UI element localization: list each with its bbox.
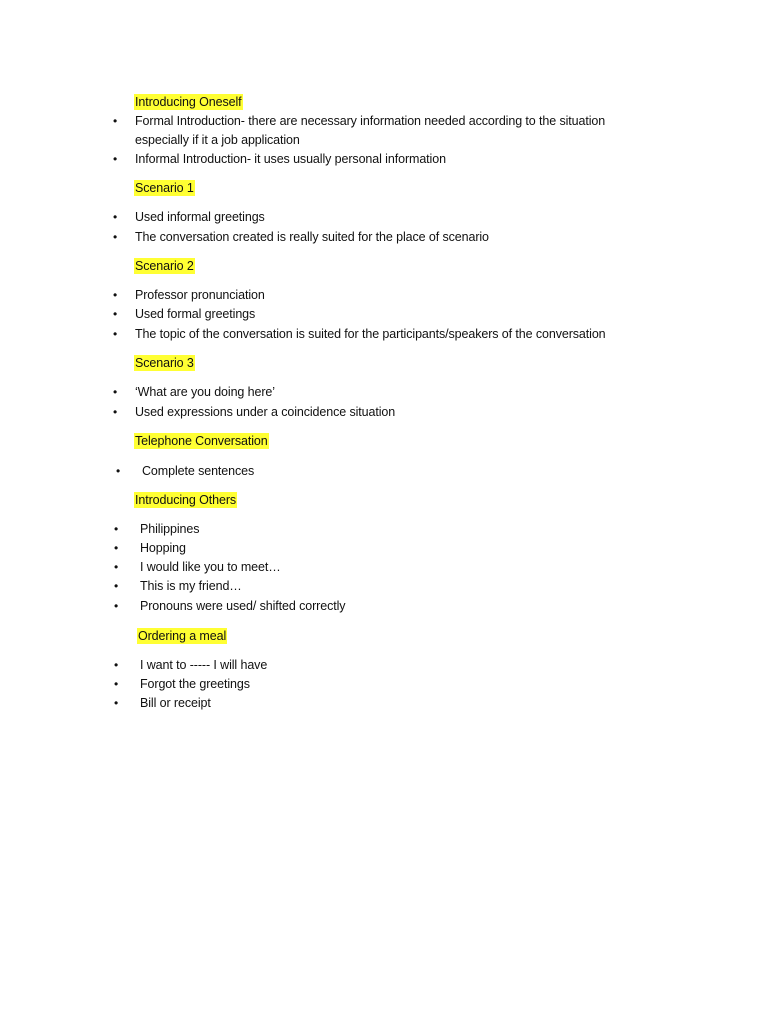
section-heading-introducing-others: Introducing Others [135, 493, 237, 507]
list-item-text: This is my friend… [140, 579, 242, 593]
bullet-icon: • [114, 522, 119, 536]
list-item-text: Formal Introduction- there are necessary information needed according to the situation [135, 114, 606, 128]
list-item-text: Forgot the greetings [140, 677, 250, 691]
bullet-icon: • [114, 579, 119, 593]
bullet-icon: • [113, 210, 118, 224]
bullet-icon: • [113, 385, 118, 399]
list-item-text: Used informal greetings [135, 210, 265, 224]
list-item-text: Philippines [140, 522, 200, 536]
list-item-text: Hopping [140, 541, 186, 555]
bullet-icon: • [113, 114, 118, 128]
list-item-text: Pronouns were used/ shifted correctly [140, 599, 346, 613]
list-item-text: I want to ----- I will have [140, 658, 268, 672]
section-heading-scenario-2: Scenario 2 [135, 259, 194, 273]
bullet-icon: • [113, 307, 118, 321]
list-item-text: Used expressions under a coincidence situation [135, 405, 396, 419]
list-item-text: Bill or receipt [140, 696, 211, 710]
list-item-text: Professor pronunciation [135, 288, 265, 302]
list-item-text: I would like you to meet… [140, 560, 281, 574]
bullet-icon: • [113, 405, 118, 419]
bullet-icon: • [114, 541, 119, 555]
list-item-text: Complete sentences [142, 464, 255, 478]
bullet-icon: • [116, 464, 121, 478]
bullet-icon: • [113, 288, 118, 302]
bullet-icon: • [113, 327, 118, 341]
section-heading-scenario-1: Scenario 1 [135, 181, 194, 195]
list-item-continuation: especially if it a job application [135, 133, 300, 147]
bullet-icon: • [114, 658, 119, 672]
section-heading-scenario-3: Scenario 3 [135, 356, 194, 370]
list-item-text: The conversation created is really suited for the place of scenario [135, 230, 489, 244]
list-item-text: Informal Introduction- it uses usually personal information [135, 152, 446, 166]
list-item-text: Used formal greetings [135, 307, 256, 321]
bullet-icon: • [114, 599, 119, 613]
list-item-text: The topic of the conversation is suited for the participants/speakers of the conversation [135, 327, 606, 341]
bullet-icon: • [114, 560, 119, 574]
bullet-icon: • [113, 230, 118, 244]
bullet-icon: • [114, 677, 119, 691]
section-heading-introducing-oneself: Introducing Oneself [135, 95, 242, 109]
section-heading-ordering-a-meal: Ordering a meal [138, 629, 227, 643]
section-heading-telephone-conversation: Telephone Conversation [135, 434, 268, 448]
bullet-icon: • [114, 696, 119, 710]
bullet-icon: • [113, 152, 118, 166]
list-item-text: ‘What are you doing here’ [135, 385, 275, 399]
